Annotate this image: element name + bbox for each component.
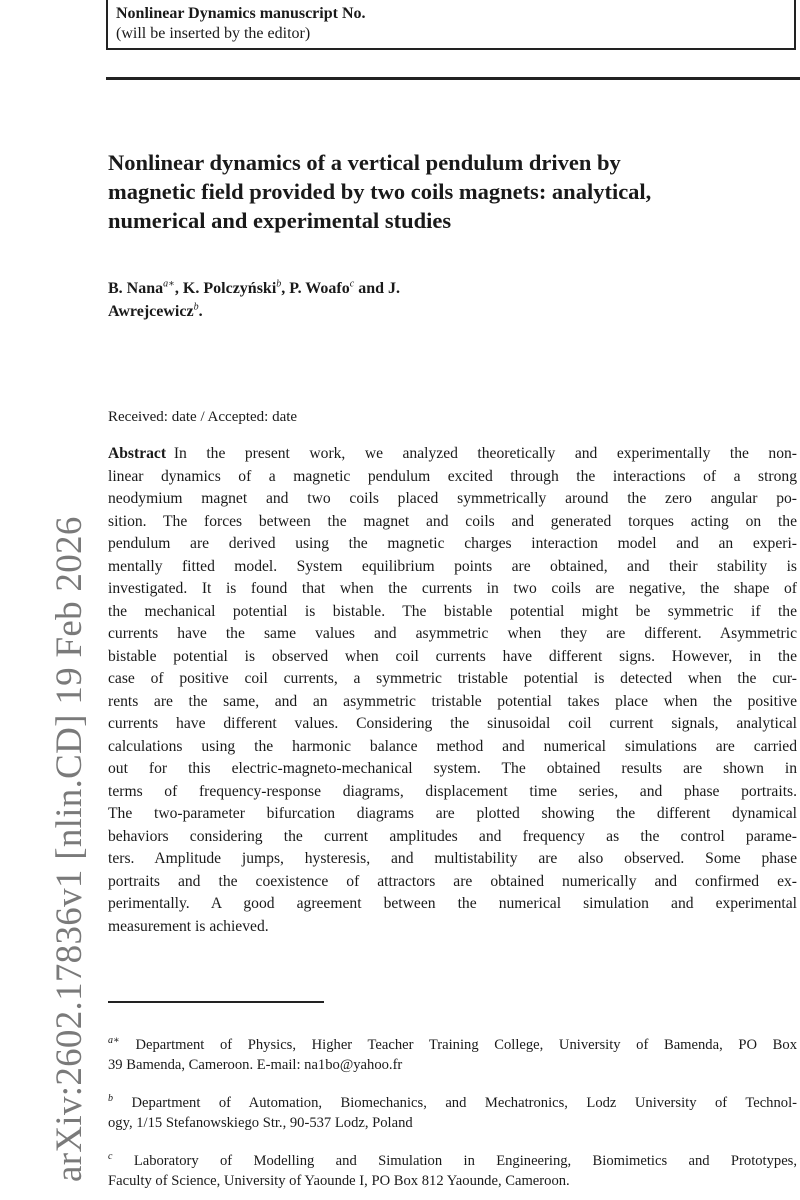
footnote-mark: c: [108, 1151, 113, 1163]
footnote-mark: a∗: [108, 1035, 120, 1047]
abstract-text: currents have the same values and asymmetric when they are different. Asymmetric: [108, 625, 797, 642]
author-name: K. Polczyński: [182, 280, 277, 297]
abstract-text: the mechanical potential is bistable. The bistable potential might be symmetric if the: [108, 602, 797, 620]
journal-name: Nonlinear Dynamics manuscript No.: [116, 5, 366, 22]
editor-note: (will be inserted by the editor): [116, 25, 311, 42]
abstract-line: [108, 601, 797, 624]
footnote-line: [108, 1035, 797, 1055]
abstract-line: [108, 488, 797, 511]
abstract-line: [108, 556, 797, 579]
affiliation-footnote: [108, 1093, 797, 1133]
abstract-label: Abstract: [108, 445, 167, 462]
abstract-text: currents have different values. Considering the sinusoidal coil current signals, analytical: [108, 715, 797, 732]
footnote-mark: b: [108, 1093, 113, 1105]
abstract-text: portraits and the coexistence of attractors are obtained numerically and confirmed ex-: [108, 872, 797, 890]
abstract-text: calculations using the harmonic balance method and numerical simulations are carried: [108, 737, 797, 755]
title-line: numerical and experimental studies: [108, 208, 452, 233]
arxiv-identifier-stamp: arXiv:2602.17836v1 [nlin.CD] 19 Feb 2026: [49, 516, 90, 1182]
author-name: P. Woafo: [289, 280, 350, 297]
footnote-text: ogy, 1/15 Stefanowskiego Str., 90-537 Lodz, Poland: [108, 1115, 413, 1131]
author-separator: and J.: [354, 280, 400, 297]
abstract-line: [108, 871, 797, 894]
author-separator: ,: [281, 280, 290, 297]
abstract-text: linear dynamics of a magnetic pendulum excited through the interactions of a strong: [108, 467, 797, 485]
footnote-line: [108, 1171, 797, 1191]
paper-title: [108, 148, 788, 235]
abstract-text: behaviors considering the current amplitudes and frequency as the control parame-: [108, 827, 797, 845]
affiliation-mark: a∗: [163, 278, 175, 290]
title-line: magnetic field provided by two coils magnets: analytical,: [108, 179, 652, 204]
abstract-line: [108, 646, 797, 669]
abstract-line: [108, 803, 797, 826]
abstract-text: rents are the same, and an asymmetric tristable potential takes place when the positive: [108, 692, 797, 710]
affiliation-footnote: [108, 1151, 797, 1191]
abstract-line: [108, 443, 797, 466]
author-list: [108, 277, 548, 323]
abstract-line: [108, 691, 797, 714]
footnote-line: [108, 1113, 797, 1133]
footnote-line: [108, 1093, 797, 1113]
header-rule: [106, 77, 800, 80]
abstract-text: out for this electric-magneto-mechanical system. The obtained results are shown in: [108, 760, 797, 777]
affiliation-mark: b: [276, 278, 282, 290]
abstract-line: [108, 533, 797, 556]
footnote-text: 39 Bamenda, Cameroon. E-mail: na1bo@yahoo.fr: [108, 1057, 403, 1073]
journal-header-box: [106, 0, 796, 50]
abstract-text: mentally fitted model. System equilibrium points are obtained, and their stability is: [108, 557, 797, 575]
abstract-line: [108, 713, 797, 736]
abstract-text: In the present work, we analyzed theoretically and experimentally the non-: [173, 445, 797, 462]
footnote-line: [108, 1151, 797, 1171]
abstract: [108, 443, 797, 938]
abstract-text: ters. Amplitude jumps, hysteresis, and multistability are also observed. Some phase: [108, 850, 797, 867]
abstract-line: [108, 826, 797, 849]
abstract-line: [108, 893, 797, 916]
footnote-rule: [108, 1001, 324, 1003]
abstract-line: [108, 623, 797, 646]
abstract-line: [108, 668, 797, 691]
footnote-text: Faculty of Science, University of Yaounde I, PO Box 812 Yaounde, Cameroon.: [108, 1173, 570, 1189]
abstract-text: The two-parameter bifurcation diagrams are plotted showing the different dynamical: [108, 805, 797, 822]
abstract-text: pendulum are derived using the magnetic charges interaction model and an experi-: [108, 535, 797, 552]
footnote-line: [108, 1055, 797, 1075]
abstract-text: perimentally. A good agreement between the numerical simulation and experimental: [108, 895, 797, 912]
abstract-text: measurement is achieved.: [108, 917, 269, 935]
affiliation-mark: b: [193, 301, 199, 313]
abstract-text: sition. The forces between the magnet and coils and generated torques acting on the: [108, 512, 797, 530]
affiliation-mark: c: [349, 278, 355, 290]
footnote-text: Department of Physics, Higher Teacher Training College, University of Bamenda, PO Box: [135, 1037, 797, 1053]
title-line: Nonlinear dynamics of a vertical pendulum driven by: [108, 150, 621, 175]
abstract-text: investigated. It is found that when the currents in two coils are negative, the shape of: [108, 580, 797, 597]
author-name: B. Nana: [108, 280, 164, 297]
received-date: Received: date / Accepted: date: [108, 409, 298, 425]
abstract-line: [108, 848, 797, 871]
abstract-text: neodymium magnet and two coils placed symmetrically around the zero angular po-: [108, 490, 797, 507]
abstract-line: [108, 736, 797, 759]
author-separator: .: [198, 303, 203, 320]
author-separator: ,: [174, 280, 183, 297]
abstract-line: [108, 511, 797, 534]
abstract-text: bistable potential is observed when coil currents have different signs. However, in the: [108, 647, 797, 665]
abstract-text: terms of frequency-response diagrams, displacement time series, and phase portraits.: [108, 782, 797, 800]
abstract-line: [108, 781, 797, 804]
footnote-text: Department of Automation, Biomechanics, and Mechatronics, Lodz University of Technol-: [131, 1095, 797, 1111]
abstract-line: [108, 916, 797, 939]
footnote-text: Laboratory of Modelling and Simulation in Engineering, Biomimetics and Prototypes,: [133, 1153, 797, 1169]
abstract-line: [108, 758, 797, 781]
abstract-line: [108, 466, 797, 489]
affiliation-footnote: [108, 1035, 797, 1075]
abstract-text: case of positive coil currents, a symmetric tristable potential is detected when the cur-: [108, 670, 797, 687]
abstract-line: [108, 578, 797, 601]
author-name: Awrejcewicz: [108, 303, 194, 320]
